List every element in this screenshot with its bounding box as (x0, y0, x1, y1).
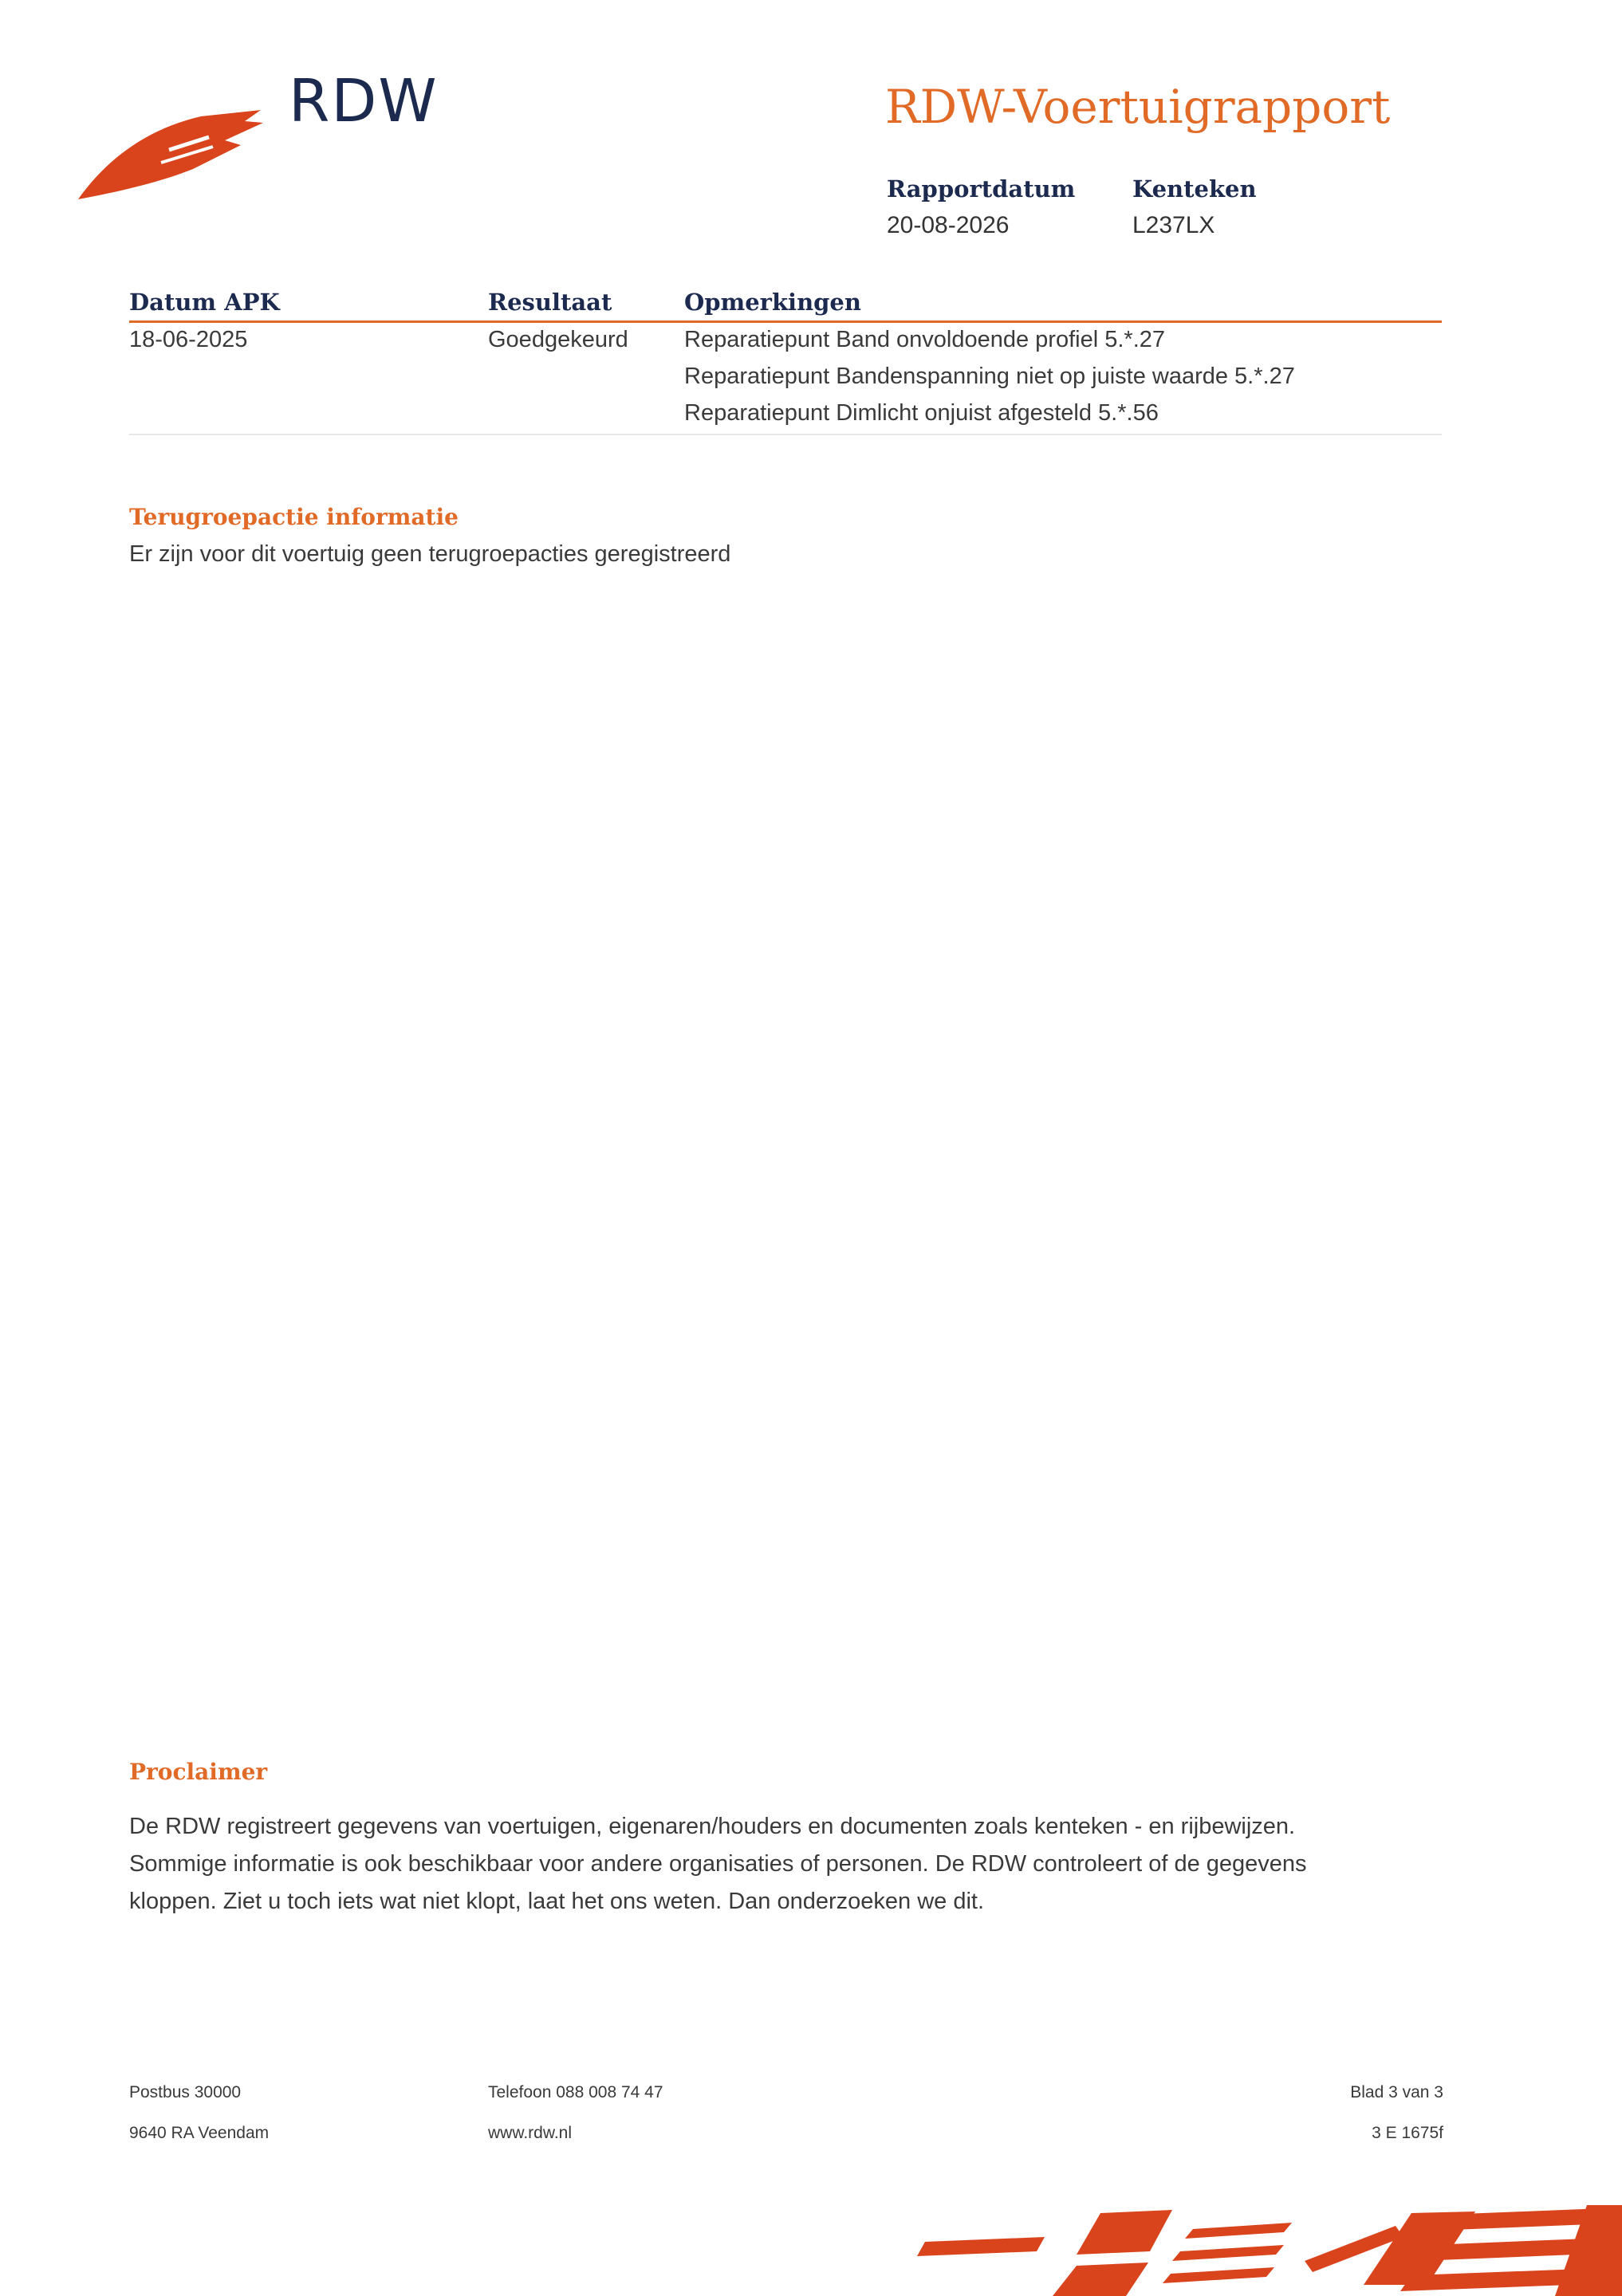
table-row-divider (129, 434, 1442, 435)
recall-text: Er zijn voor dit voertuig geen terugroepacties geregistreerd (129, 541, 731, 567)
footer-address-2: 9640 RA Veendam (129, 2124, 270, 2142)
opmerking-3: Reparatiepunt Dimlicht onjuist afgesteld 5.*.56 (684, 400, 1159, 426)
rdw-logo-icon (73, 105, 265, 204)
report-title: RDW-Voertuigrapport (885, 80, 1391, 134)
header-opmerkingen: Opmerkingen (684, 289, 861, 316)
footer-website[interactable]: www.rdw.nl (488, 2124, 573, 2142)
footer-address-1: Postbus 30000 (129, 2083, 242, 2101)
decorative-stripes-icon (917, 2205, 1622, 2296)
apk-resultaat-cell: Goedgekeurd (488, 327, 628, 352)
proclaimer-text (129, 1808, 1485, 1921)
footer-code: 3 E 1675f (1372, 2124, 1443, 2142)
recall-title: Terugroepactie informatie (129, 504, 459, 530)
apk-datum-cell: 18-06-2025 (129, 327, 248, 352)
proclaimer-title: Proclaimer (129, 1759, 268, 1785)
kenteken-value: L237LX (1132, 212, 1215, 238)
table-header-divider (129, 320, 1442, 323)
proclaimer-line-2: Sommige informatie is ook beschikbaar voor andere organisaties of personen. De RDW controleert of de gegevens (129, 1851, 1307, 1877)
proclaimer-line-1: De RDW registreert gegevens van voertuigen, eigenaren/houders en documenten zoals kenteken - en rijbewijzen. (129, 1814, 1296, 1839)
header-resultaat: Resultaat (488, 289, 612, 316)
opmerking-1: Reparatiepunt Band onvoldoende profiel 5.*.27 (684, 327, 1166, 352)
opmerking-2: Reparatiepunt Bandenspanning niet op juiste waarde 5.*.27 (684, 364, 1295, 389)
header-datum-apk: Datum APK (129, 289, 280, 316)
proclaimer-line-3: kloppen. Ziet u toch iets wat niet klopt, laat het ons weten. Dan onderzoeken we dit. (129, 1889, 985, 1914)
logo-text: RDW (289, 67, 439, 136)
rapportdatum-value: 20-08-2026 (887, 212, 1010, 238)
footer-phone: Telefoon 088 008 74 47 (488, 2083, 663, 2101)
rapportdatum-label: Rapportdatum (887, 175, 1076, 202)
footer-page: Blad 3 van 3 (1350, 2083, 1443, 2101)
kenteken-label: Kenteken (1132, 175, 1257, 202)
